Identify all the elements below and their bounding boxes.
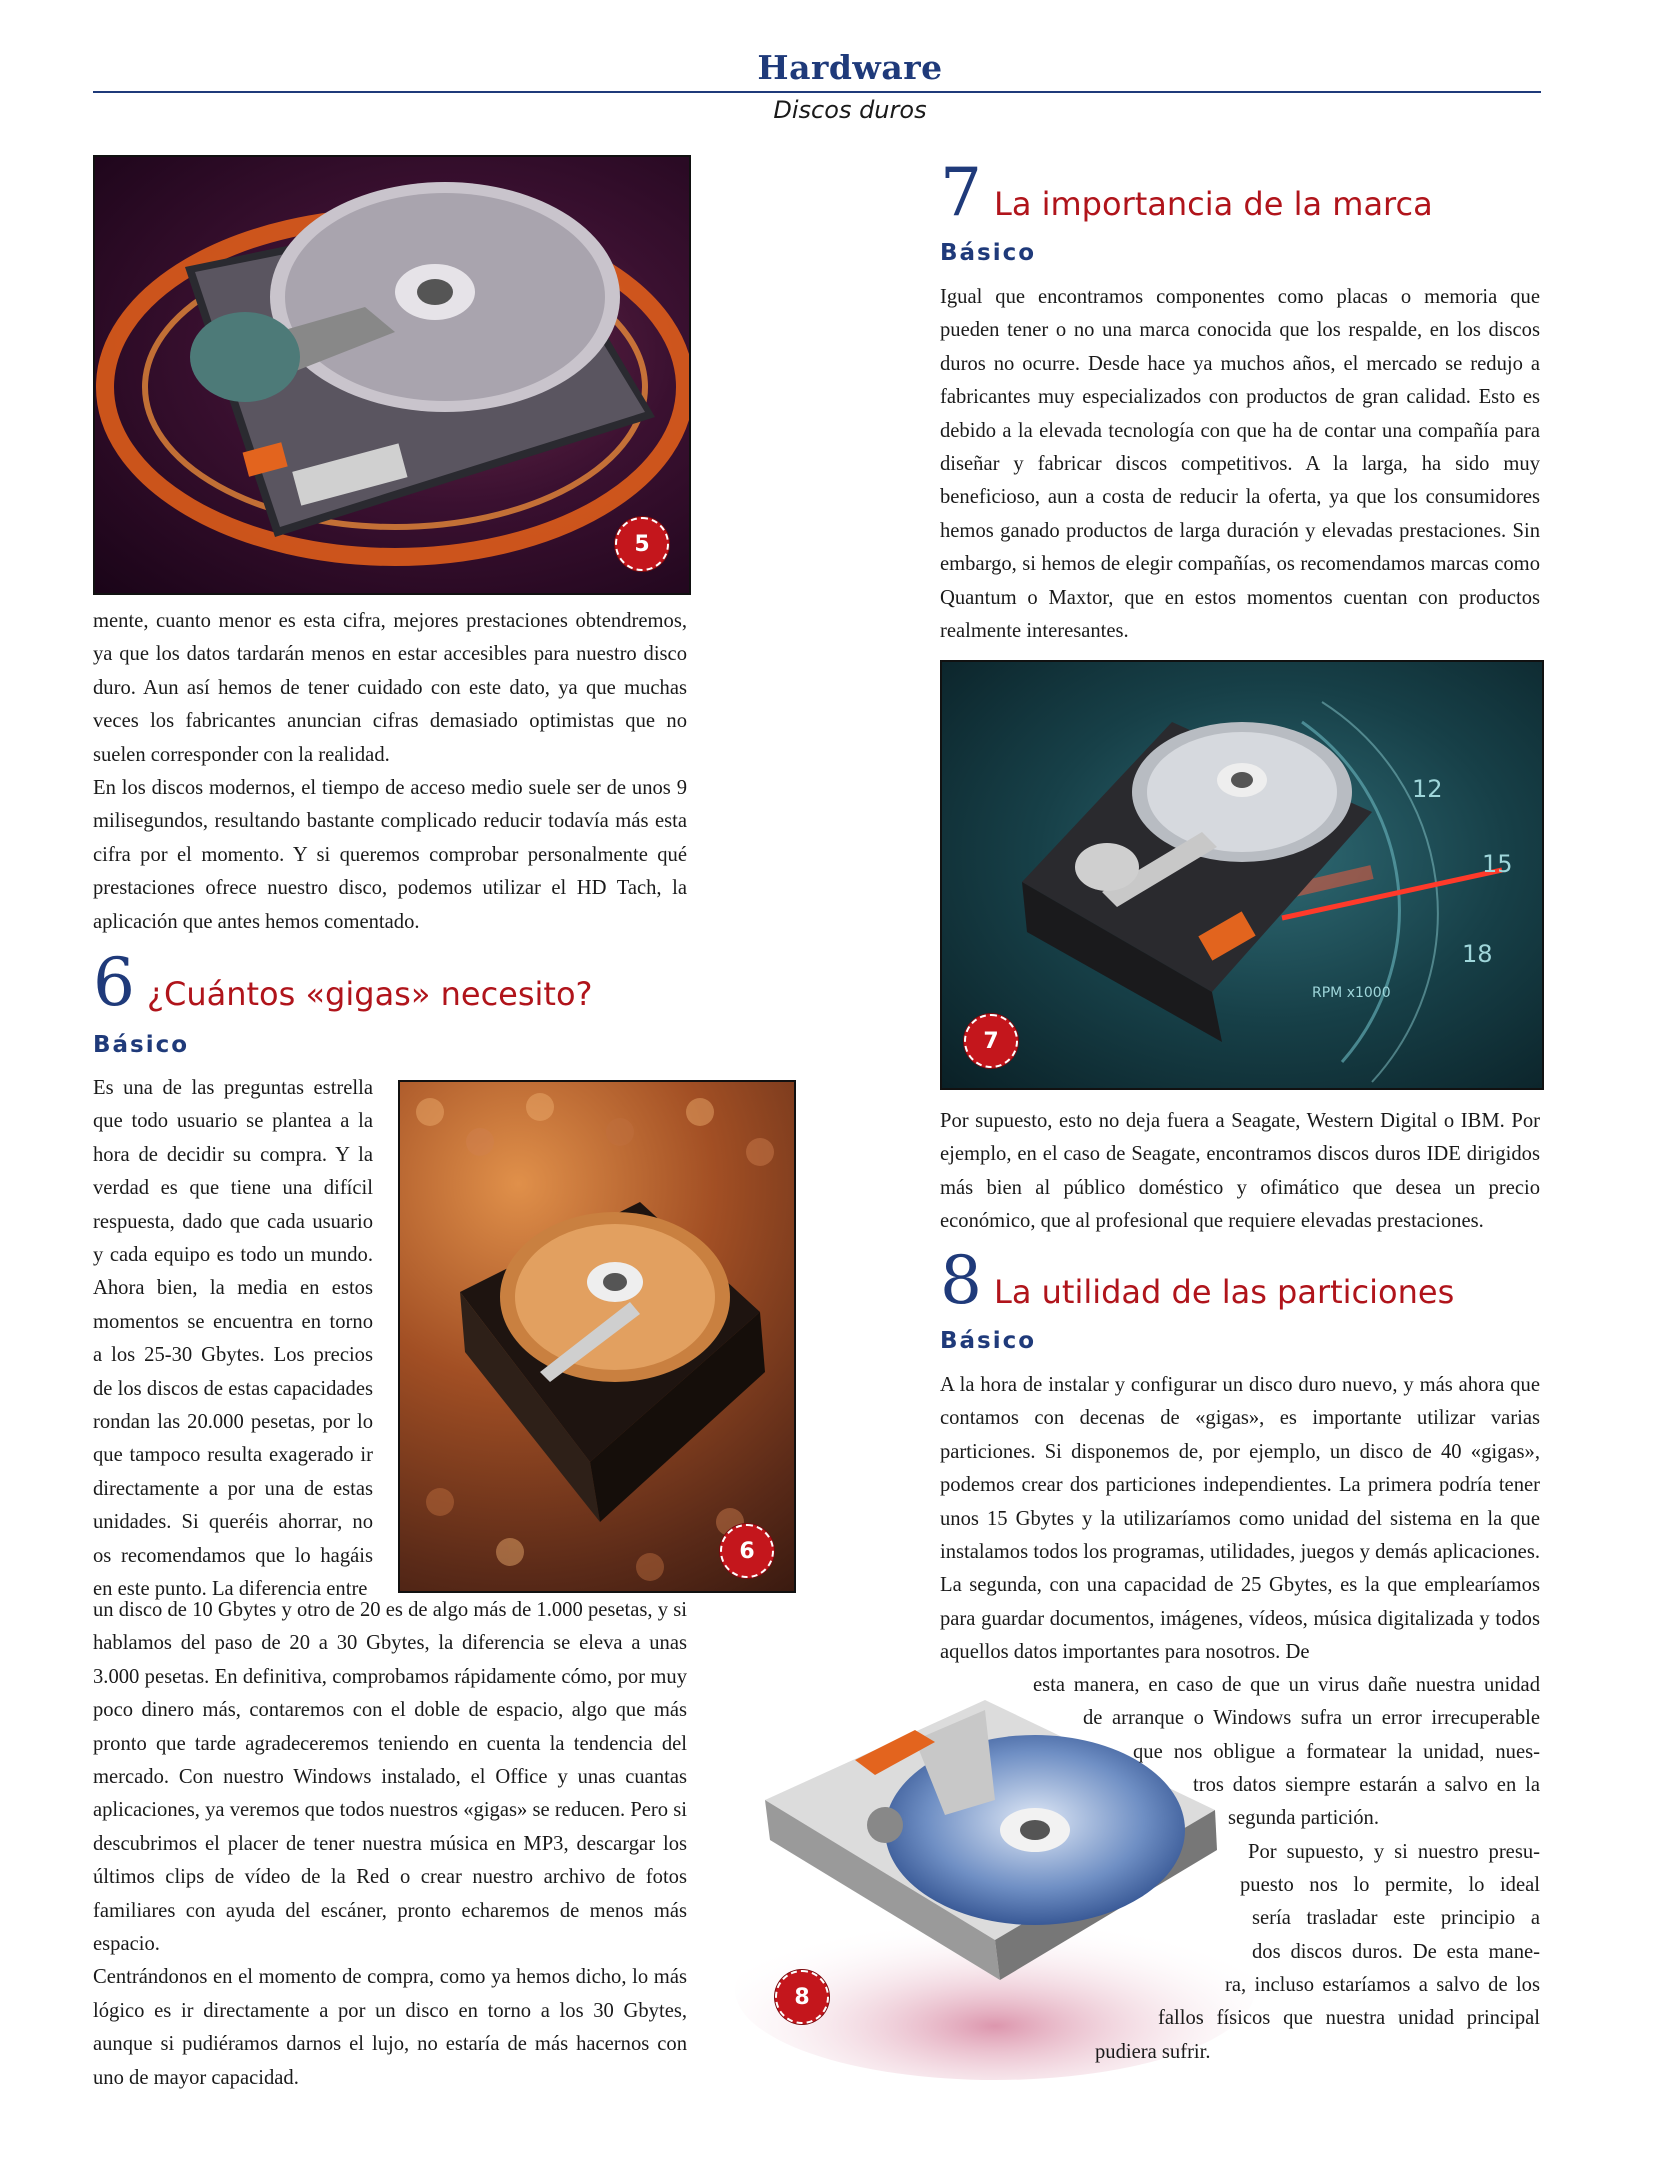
- section-number: 7: [940, 154, 980, 231]
- section-title-6: ¿Cuántos «gigas» necesito?: [147, 975, 593, 1013]
- dial-tick-15: 15: [1482, 850, 1513, 878]
- hard-drive-photo-7: [940, 660, 1544, 1090]
- difficulty-level: Básico: [93, 1032, 190, 1058]
- text-line: Por supuesto, y si nuestro presu-: [1248, 1841, 1540, 1863]
- intro-paragraph: [93, 605, 687, 939]
- section-7-heading: [940, 154, 1433, 231]
- section-6-wrapped-text: [93, 1072, 373, 1607]
- hard-drive-illustration-6: [400, 1082, 794, 1591]
- text-line: que nos obligue a formatear la unidad, nues-: [1133, 1741, 1540, 1763]
- difficulty-level: Básico: [940, 1328, 1037, 1354]
- dial-unit-label: RPM x1000: [1312, 985, 1391, 1001]
- text-line: de arranque o Windows sufra un error irrecuperable: [1083, 1707, 1540, 1729]
- text-line: fallos físicos que nuestra unidad principal: [1158, 2007, 1540, 2029]
- text-line: dos discos duros. De esta mane-: [1252, 1941, 1540, 1963]
- section-subtitle: Discos duros: [773, 96, 927, 124]
- text-line: tros datos siempre estarán a salvo en la: [1193, 1774, 1540, 1796]
- header-divider: [93, 91, 1541, 93]
- section-6-body: [93, 1594, 687, 2095]
- section-8-body: [940, 1369, 1540, 1670]
- difficulty-level: Básico: [940, 240, 1037, 266]
- text-line: esta manera, en caso de que un virus dañe nuestra unidad: [1033, 1674, 1540, 1696]
- paragraph: un disco de 10 Gbytes y otro de 20 es de algo más de 1.000 pesetas, y si hablamos del paso de 20 a 30 Gbytes, la diferencia se eleva a unas 3.000 pesetas. En definitiva, comprobamos rápidamente cómo, por muy poco dinero más, contaremos con el doble de espacio, algo que más pronto que tarde agradeceremos teniendo en cuenta la tendencia del mercado. Con nuestro Windows instalado, el Office y unas cuantas aplicaciones, ya veremos que todos nuestros «gigas» se reducen. Pero si descubrimos el placer de tener nuestra música en MP3, descargar los últimos clips de vídeo de la Red o crear nuestro archivo de fotos familiares con ayuda del escáner, pronto echaremos de menos más espacio.: [93, 1599, 687, 1956]
- text-line: pudiera sufrir.: [1095, 2041, 1211, 2063]
- hard-drive-photo-6: [398, 1080, 796, 1593]
- paragraph: A la hora de instalar y configurar un disco duro nuevo, y más ahora que contamos con decenas de «gigas», es importante utilizar varias particiones. Si disponemos de, por ejemplo, un disco de 40 «gigas», podemos crear dos particiones independientes. La primera podría tener unos 15 Gbytes y la utilizaríamos como unidad del sistema en la que instalamos todos los programas, utilidades, juegos y demás aplicaciones. La segunda, con una capacidad de 25 Gbytes, es la que emplearíamos para guardar documentos, imágenes, vídeos, música digitalizada y todos aquellos datos importantes para nosotros. De: [940, 1374, 1540, 1664]
- section-title: Hardware: [757, 48, 943, 87]
- paragraph: Igual que encontramos componentes como placas o memoria que pueden tener o no una marca conocida que los respalde, en los discos duros no ocurre. Desde hace ya muchos años, el mercado se redujo a fabricantes muy especializados con productos de gran calidad. Esto es debido a la elevada tecnología con que ha de contar una compañía para diseñar y fabricar discos competitivos. A la larga, ha sido muy beneficioso, aun a costa de reducir la oferta, ya que los consumidores hemos ganado productos de larga duración y elevadas prestaciones. Sin embargo, si hemos de elegir compañías, os recomendamos marcas como Quantum o Maxtor, que en estos momentos cuentan con productos realmente interesantes.: [940, 286, 1540, 643]
- text-line: segunda partición.: [1228, 1807, 1379, 1829]
- section-7-body: [940, 281, 1540, 648]
- hard-drive-illustration-5: [95, 157, 689, 593]
- section-8-heading: [940, 1242, 1455, 1319]
- section-6-heading: [93, 944, 593, 1021]
- figure-badge-7: 7: [964, 1014, 1018, 1068]
- section-number: 6: [93, 944, 133, 1021]
- section-number: 8: [940, 1242, 980, 1319]
- figure-badge-5: 5: [615, 517, 669, 571]
- paragraph: En los discos modernos, el tiempo de acceso medio suele ser de unos 9 milisegundos, resultando bastante complicado reducir todavía más esta cifra por el momento. Y si queremos comprobar personalmente qué prestaciones ofrece nuestro disco, podemos utilizar el HD Tach, la aplicación que antes hemos comentado.: [93, 777, 687, 933]
- paragraph: mente, cuanto menor es esta cifra, mejores prestaciones obtendremos, ya que los datos tardarán menos en estar accesibles para nuestro disco duro. Aun así hemos de tener cuidado con este dato, ya que muchas veces los fabricantes anuncian cifras demasiado optimistas que no suelen corresponder con la realidad.: [93, 610, 687, 766]
- figure-badge-8: 8: [775, 1970, 829, 2024]
- paragraph: Por supuesto, esto no deja fuera a Seagate, Western Digital o IBM. Por ejemplo, en el caso de Seagate, encontramos discos duros IDE dirigidos más bien al público doméstico y ofimático que desea un precio económico, que al profesional que requiere elevadas prestaciones.: [940, 1110, 1540, 1233]
- text-line: sería trasladar este principio a: [1252, 1907, 1540, 1929]
- text-line: ra, incluso estaríamos a salvo de los: [1225, 1974, 1540, 1996]
- dial-tick-18: 18: [1462, 940, 1493, 968]
- figure-badge-6: 6: [720, 1524, 774, 1578]
- dial-tick-12: 12: [1412, 775, 1443, 803]
- section-7-body-2: [940, 1105, 1540, 1239]
- text-line: puesto nos lo permite, lo ideal: [1240, 1874, 1540, 1896]
- hard-drive-photo-5: [93, 155, 691, 595]
- paragraph: Es una de las preguntas estrella que todo usuario se plantea a la hora de decidir su compra. Y la verdad es que tiene una difícil respuesta, dado que cada usuario y cada equipo es todo un mundo. Ahora bien, la media en estos momentos se encuentra en torno a los 25-30 Gbytes. Los precios de los discos de estas capacidades rondan las 20.000 pesetas, por lo que tampoco resulta exagerado ir directamente a por una de estas unidades. Si queréis ahorrar, no os recomendamos que lo hagáis en este punto. La diferencia entre: [93, 1077, 373, 1601]
- paragraph: Centrándonos en el momento de compra, como ya hemos dicho, lo más lógico es ir directamente a por un disco en torno a los 30 Gbytes, aunque si pudiéramos darnos el lujo, no estaría de más hacernos con uno de mayor capacidad.: [93, 1966, 687, 2089]
- section-title-7: La importancia de la marca: [994, 185, 1433, 223]
- section-title-8: La utilidad de las particiones: [994, 1273, 1455, 1311]
- rpm-dial-illustration: [942, 662, 1542, 1088]
